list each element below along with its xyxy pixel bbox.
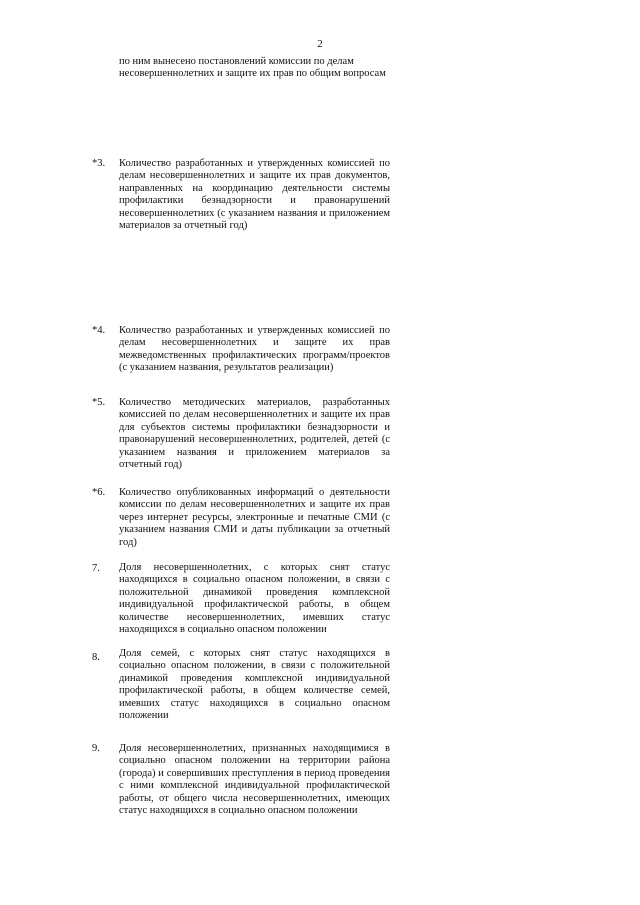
- item-number: *4.: [92, 325, 106, 336]
- continuation-text: по ним вынесено постановлений комиссии по делам несовершеннолетних и защите их прав по общим вопросам: [119, 56, 386, 80]
- item-text: Количество разработанных и утвержденных комиссией по делам несовершеннолетних и защите их прав межведомственных профилактических программ/проектов (с указанием названия, результатов реализации): [119, 325, 390, 374]
- item-number: 9.: [92, 743, 100, 754]
- item-text: Доля несовершеннолетних, признанных находящимися в социально опасном положении на территории района (города) и совершивших преступления в период проведения с ними комплексной индивидуальной профилактической работы, от общего числа несовершеннолетних, имеющих статус находящихся в социально опасном положении: [119, 743, 390, 817]
- page-number: 2: [317, 38, 323, 50]
- item-number: *5.: [92, 397, 106, 408]
- item-text: Количество разработанных и утвержденных комиссией по делам несовершеннолетних и защите их прав документов, направленных на координацию деятельности системы профилактики безнадзорности и правонарушений несовершеннолетних (с указанием названия и приложением материалов за отчетный год): [119, 158, 390, 232]
- item-text: Количество опубликованных информаций о деятельности комиссии по делам несовершеннолетних и защите их прав через интернет ресурсы, электронные и печатные СМИ (с указанием названия СМИ и даты публикации за отчетный год): [119, 487, 390, 548]
- item-number: *6.: [92, 487, 106, 498]
- item-text: Доля несовершеннолетних, с которых снят статус находящихся в социально опасном положении, в связи с положительной динамикой проведения комплексной индивидуальной профилактической работы, в общем количестве несовершеннолетних, имевших статус находящихся в социально опасном положении: [119, 562, 390, 636]
- item-number: 8.: [92, 652, 100, 663]
- item-number: 7.: [92, 563, 100, 574]
- item-text: Количество методических материалов, разработанных комиссией по делам несовершеннолетних и защите их прав для субъектов системы профилактики безнадзорности и правонарушений несовершеннолетних, родителей, детей (с указанием названия и приложением материалов за отчетный год): [119, 397, 390, 471]
- item-number: *3.: [92, 158, 106, 169]
- item-text: Доля семей, с которых снят статус находящихся в социально опасном положении, в связи с положительной динамикой проведения комплексной индивидуальной профилактической работы, в общем количестве семей, имевших статус находящихся в социально опасном положении: [119, 648, 390, 722]
